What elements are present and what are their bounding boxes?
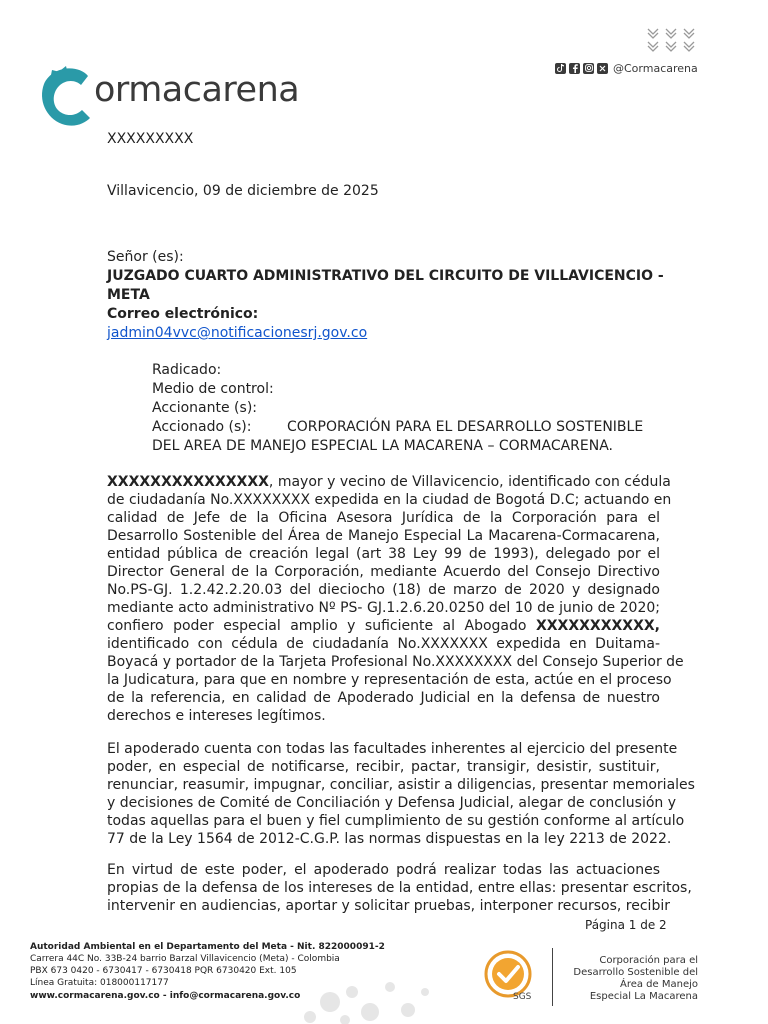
paragraph-1-line: Director General de la Corporación, mediante Acuerdo del Consejo Directivo	[107, 564, 660, 580]
reference-code: XXXXXXXXX	[107, 131, 194, 147]
page-number: Página 1 de 2	[585, 918, 667, 932]
footer-divider	[552, 948, 553, 1006]
cormacarena-logo	[38, 60, 318, 130]
chevron-pattern-icon	[646, 26, 700, 54]
addressee-line-1: JUZGADO CUARTO ADMINISTRATIVO DEL CIRCUITO DE VILLAVICENCIO -	[107, 268, 664, 284]
paragraph-1-line: de ciudadanía No.XXXXXXXX expedida en la ciudad de Bogotá D.C; actuando en	[107, 492, 672, 508]
paragraph-1-line: derechos e intereses legítimos.	[107, 708, 326, 724]
paragraph-1-line: No.PS-GJ. 1.2.42.2.20.03 del dieciocho (18) de marzo de 2020 y designado	[107, 582, 660, 598]
medio-label: Medio de control:	[152, 381, 274, 397]
org-name-line-2: Desarrollo Sostenible del	[573, 967, 698, 978]
paragraph-3-line: En virtud de este poder, el apoderado podrá realizar todas las actuaciones	[107, 862, 660, 878]
footer-web-email: www.cormacarena.gov.co - info@cormacarena.gov.co	[30, 991, 301, 1001]
radicado-label: Radicado:	[152, 362, 222, 378]
instagram-icon[interactable]	[583, 63, 594, 74]
paragraph-3-line: propias de la defensa de los intereses de la entidad, entre ellas: presentar escritos,	[107, 880, 692, 896]
grantor-name: XXXXXXXXXXXXXXX	[107, 474, 269, 490]
paragraph-2-line: 77 de la Ley 1564 de 2012-C.G.P. las normas dispuestas en la ley 2213 de 2022.	[107, 831, 672, 847]
footer-phones: PBX 673 0420 - 6730417 - 6730418 PQR 6730420 Ext. 105	[30, 966, 297, 976]
email-link[interactable]: jadmin04vvc@notificacionesrj.gov.co	[107, 325, 368, 341]
paragraph-1-line: identificado con cédula de ciudadanía No.XXXXXXX expedida en Duitama-	[107, 636, 660, 652]
accionante-label: Accionante (s):	[152, 400, 257, 416]
paragraph-1-line: Boyacá y portador de la Tarjeta Profesional No.XXXXXXXX del Consejo Superior de	[107, 654, 684, 670]
footer-address: Carrera 44C No. 33B-24 barrio Barzal Villavicencio (Meta) - Colombia	[30, 954, 340, 964]
accionado-value-1: CORPORACIÓN PARA EL DESARROLLO SOSTENIBLE	[287, 419, 644, 435]
place-date: Villavicencio, 09 de diciembre de 2025	[107, 183, 379, 199]
logo-wordmark: ormacarena	[94, 70, 300, 110]
org-name-line-1: Corporación para el	[599, 955, 698, 966]
tiktok-icon[interactable]	[555, 63, 566, 74]
social-links	[555, 61, 698, 75]
email-label: Correo electrónico:	[107, 306, 259, 322]
paragraph-2-line: y decisiones de Comité de Conciliación y Defensa Judicial, alegar de conclusión y	[107, 795, 677, 811]
paragraph-1-line: mediante acto administrativo Nº PS- GJ.1.2.6.20.0250 del 10 de junio de 2020;	[107, 600, 660, 616]
paragraph-1-line: de la referencia, en calidad de Apoderado Judicial en la defensa de nuestro	[107, 690, 660, 706]
paragraph-3-line: intervenir en audiencias, aportar y solicitar pruebas, interponer recursos, recibir	[107, 898, 670, 914]
paragraph-1-line: Desarrollo Sostenible del Área de Manejo Especial La Macarena-Cormacarena,	[107, 528, 660, 544]
paragraph-1-line: XXXXXXXXXXXXXXX, mayor y vecino de Villavicencio, identificado con cédula	[107, 474, 671, 490]
paragraph-2-line: poder, en especial de notificarse, recibir, pactar, transigir, desistir, sustituir,	[107, 759, 660, 775]
x-icon[interactable]	[597, 63, 608, 74]
accionado-value-2: DEL AREA DE MANEJO ESPECIAL LA MACARENA – CORMACARENA.	[152, 438, 614, 454]
org-name-line-3: Área de Manejo	[619, 979, 698, 990]
paragraph-1-line: la Judicatura, para que en nombre y representación de esta, actúe en el proceso	[107, 672, 672, 688]
paragraph-2-line: renunciar, reasumir, impugnar, conciliar, asistir a diligencias, presentar memoriales	[107, 777, 695, 793]
facebook-icon[interactable]	[569, 63, 580, 74]
footer-toll-free: Línea Gratuita: 018000117177	[30, 978, 169, 988]
paragraph-1-line: confiero poder especial amplio y suficiente al Abogado XXXXXXXXXXX,	[107, 618, 660, 634]
watermark-graphic	[290, 962, 460, 1024]
salutation: Señor (es):	[107, 249, 184, 265]
paragraph-2-line: El apoderado cuenta con todas las facultades inherentes al ejercicio del presente	[107, 741, 678, 757]
attorney-name: XXXXXXXXXXX,	[535, 618, 660, 634]
accionado-label: Accionado (s):	[152, 419, 252, 435]
footer-authority: Autoridad Ambiental en el Departamento del Meta - Nit. 822000091-2	[30, 942, 385, 952]
paragraph-1-line: entidad pública de creación legal (art 38 Ley 99 de 1993), delegado por el	[107, 546, 660, 562]
org-name-line-4: Especial La Macarena	[589, 991, 698, 1002]
paragraph-1-line: calidad de Jefe de la Oficina Asesora Jurídica de la Corporación para el	[107, 510, 660, 526]
addressee-line-2: META	[107, 287, 150, 303]
social-handle[interactable]: @Cormacarena	[613, 61, 698, 75]
sgs-label: SGS	[513, 992, 532, 1002]
paragraph-2-line: todas aquellas para el buen y fiel cumplimiento de su gestión conforme al artículo	[107, 813, 685, 829]
